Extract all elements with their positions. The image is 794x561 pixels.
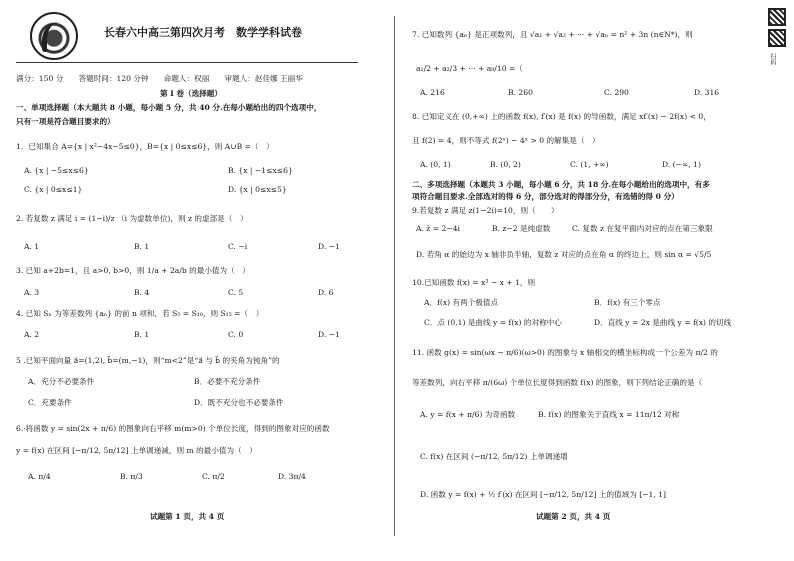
q5-option-c: C．充要条件 (28, 398, 72, 407)
q11-option-d: D. 函数 y = f(x) + ½ f′(x) 在区间 [−π/12, 5π/12] 上的值域为 [−1, 1] (420, 490, 667, 499)
q8-option-d: D. (−∞, 1) (662, 160, 701, 169)
exam-title: 长春六中高三第四次月考 数学学科试卷 (104, 26, 302, 39)
q3-option-b: B. 4 (134, 288, 150, 297)
question-6-cont: y = f(x) 在区间 [−π/12, 5π/12] 上单调递减，则 m 的最小值为（ ） (16, 446, 257, 455)
question-5: 5 .已知平面向量 a⃗=(1,2), b⃗=(m,−1)，则“m<2”是“a⃗ 与 b⃗ 的夹角为钝角”的 (16, 356, 280, 365)
q5-option-b: B．必要不充分条件 (194, 377, 261, 386)
q1-option-b: B. {x | −1≤x≤6} (228, 166, 293, 175)
q9-option-a: A. z̄ = 2−4i (416, 224, 460, 233)
question-6: 6.·将函数 y = sin(2x + π/6) 的图象向右平移 m(m>0) 个单位长度，得到的图象对应的函数 (16, 424, 330, 433)
q11-option-c: C. f(x) 在区间 (−π/12, 5π/12) 上单调递增 (420, 452, 568, 461)
school-logo (30, 12, 78, 60)
q1-option-a: A. {x | −5≤x≤6} (24, 166, 89, 175)
q8-option-b: B. (0, 2) (490, 160, 521, 169)
q6-option-c: C. π/2 (202, 472, 225, 481)
q10-option-b: B．f(x) 有三个零点 (594, 298, 661, 307)
q7-option-d: D. 316 (694, 88, 720, 97)
question-2: 2. 若复数 z 满足 i = (1−i)/z （i 为虚数单位)，则 z 的虚部是（ ） (16, 214, 248, 223)
q3-option-d: D. 6 (318, 288, 334, 297)
q6-option-a: A. π/4 (28, 472, 51, 481)
page-footer-right: 试题第 2 页，共 4 页 (536, 512, 611, 521)
q10-option-d: D．直线 y = 2x 是曲线 y = f(x) 的切线 (594, 318, 732, 327)
part-title: 第 I 卷（选择题） (160, 89, 222, 98)
q10-option-c: C．点 (0,1) 是曲线 y = f(x) 的对称中心 (424, 318, 562, 327)
q3-option-c: C. 5 (228, 288, 244, 297)
qr-code (768, 8, 788, 80)
q4-option-c: C. 0 (228, 330, 244, 339)
question-8: 8. 已知定义在 (0,+∞) 上的函数 f(x), f′(x) 是 f(x) 的导函数，满足 xf′(x) − 2f(x) < 0， (412, 112, 711, 121)
q9-option-b: B. z−2 是纯虚数 (492, 224, 551, 233)
question-8-cont: 且 f(2) = 4，则不等式 f(2ˣ) − 4ˣ > 0 的解集是（ ） (412, 136, 600, 145)
question-7: 7. 已知数列 {aₙ} 是正项数列，且 √a₁ + √a₂ + ··· + √aₙ = n² + 3n (n∈N*)，则 (412, 30, 693, 39)
q1-option-c: C. {x | 0≤x≤1} (24, 185, 83, 194)
question-11: 11. 函数 g(x) = sin(ωx − π/6)(ω>0) 的图象与 x 轴相交的横坐标构成一个公差为 π/2 的 (412, 348, 718, 357)
q2-option-c: C. −i (228, 242, 248, 251)
q9-option-d: D. 若角 α 的始边为 x 轴非负半轴，复数 z 对应的点在角 α 的终边上，则 sin α = √5/5 (416, 250, 712, 259)
q7-option-a: A. 216 (420, 88, 445, 97)
column-divider (394, 16, 395, 536)
qr-label: 扫码 (769, 53, 776, 65)
question-7-cont: a₁/2 + a₂/3 + ··· + a₉/10 =（ (416, 64, 523, 73)
q7-option-c: C. 290 (604, 88, 629, 97)
section-1-subtitle: 只有一项是符合题目要求的） (16, 117, 115, 126)
q8-option-c: C. (1, +∞) (570, 160, 609, 169)
page-footer-left: 试题第 1 页，共 4 页 (150, 512, 225, 521)
question-10: 10.已知函数 f(x) = x³ − x + 1，则 (412, 278, 536, 287)
question-3: 3. 已知 a+2b=1，且 a>0, b>0，则 1/a + 2a/b 的最小值为（ ） (16, 266, 250, 275)
q1-option-d: D. {x | 0≤x≤5} (228, 185, 287, 194)
q6-option-d: D. 3π/4 (278, 472, 306, 481)
q4-option-a: A. 2 (24, 330, 40, 339)
qr-code-icon (768, 8, 786, 26)
question-4: 4. 已知 Sₙ 为等差数列 {aₙ} 的前 n 项和，若 S₅ = S₁₀，则 S₁₅ =（ ） (16, 309, 264, 318)
q9-option-c: C. 复数 z 在复平面内对应的点在第三象限 (572, 224, 713, 233)
q11-option-a: A. y = f(x + π/6) 为奇函数 (420, 410, 516, 419)
q2-option-d: D. −1 (318, 242, 340, 251)
q5-option-a: A．充分不必要条件 (28, 377, 95, 386)
q4-option-d: D. −1 (318, 330, 340, 339)
q7-option-b: B. 260 (508, 88, 533, 97)
qr-code-icon (768, 29, 786, 47)
q4-option-b: B. 1 (134, 330, 150, 339)
q2-option-a: A. 1 (24, 242, 40, 251)
q3-option-a: A. 3 (24, 288, 40, 297)
q2-option-b: B. 1 (134, 242, 150, 251)
section-1-title: 一、单项选择题（本大题共 8 小题，每小题 5 分，共 40 分.在每小题给出的四个选项中， (16, 103, 322, 112)
question-9: 9.若复数 z 满足 z(1−2i)=10，则（ ） (412, 206, 559, 215)
section-2-title: 二、多项选择题（本题共 3 小题，每小题 6 分，共 18 分.在每小题给出的选项中，有多 (412, 180, 710, 189)
q10-option-a: A．f(x) 有两个极值点 (424, 298, 499, 307)
question-11-cont: 等差数列，向右平移 π/(6ω) 个单位长度得到函数 f(x) 的图象，则下列结论正确的是（ (412, 378, 703, 387)
q11-option-b: B. f(x) 的图象关于直线 x = 11π/12 对称 (538, 410, 680, 419)
q5-option-d: D．既不充分也不必要条件 (194, 398, 284, 407)
question-1: 1．已知集合 A={x | x²−4x−5≤0}，B={x | 0≤x≤6}，则 A∪B =（ ） (16, 142, 274, 151)
q8-option-a: A. (0, 1) (420, 160, 451, 169)
q6-option-b: B. π/3 (120, 472, 143, 481)
header-rule (16, 62, 358, 63)
section-2-subtitle: 项符合题目要求.全部选对的得 6 分，部分选对的得部分分，有选错的得 0 分） (412, 192, 679, 201)
exam-meta: 满分：150 分 答题时间：120 分钟 命题人：权丽 审题人：赵佳娜 王丽华 (16, 74, 303, 83)
